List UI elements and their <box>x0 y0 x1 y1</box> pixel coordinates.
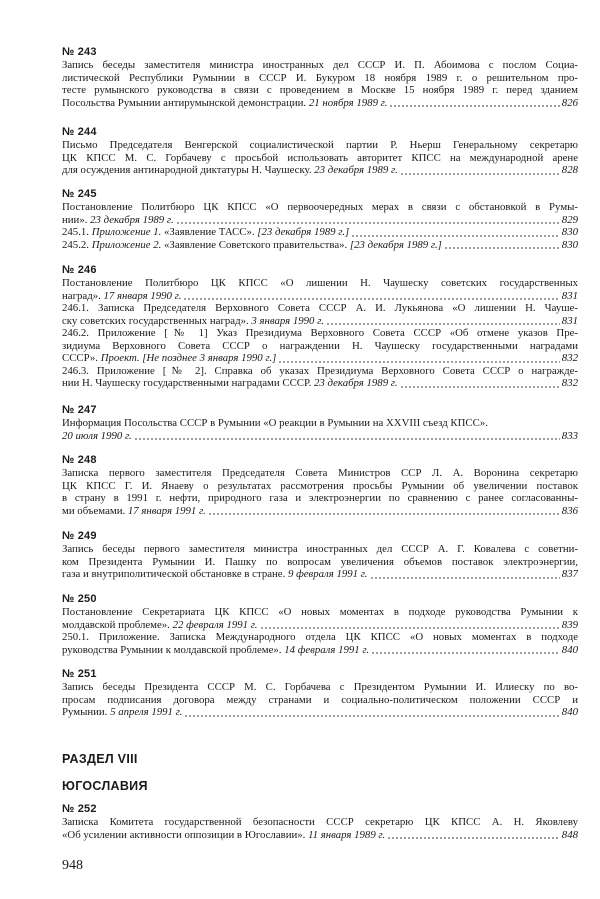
entry-243 <box>62 46 578 109</box>
entry-250 <box>62 593 578 656</box>
entry-245 <box>62 188 578 251</box>
entry-text: Письмо Председателя Венгерской социалистической партии Р. Ньерш Генеральному секретарю <box>62 139 578 151</box>
page-ref: 833 <box>561 429 578 442</box>
entry-number: № 252 <box>62 803 97 815</box>
entry-text: зидиума Верховного Совета СССР о награждении Н. Чаушеску государственными наградами <box>62 339 578 352</box>
page-ref: 840 <box>561 643 578 656</box>
entry-text: Запись беседы заместителя министра иностранных дел СССР И. П. Абоимова с послом Социа- <box>62 59 578 71</box>
page-ref: 832 <box>561 352 578 364</box>
leader-line: наград». 17 января 1990 г. 831 <box>62 289 578 302</box>
page-ref: 840 <box>561 706 578 718</box>
leader-line: «Об усилении активности оппозиции в Югославии». 11 января 1989 г. 848 <box>62 828 578 841</box>
page-ref: 837 <box>561 568 578 580</box>
entry-text: ЦК КПСС Г. И. Янаеву о результатах рассмотрения просьбы Румынии об увеличении поставок <box>62 479 578 492</box>
entry-251 <box>62 668 578 719</box>
page-ref: 831 <box>561 289 578 302</box>
entry-text: Запись беседы Президента СССР М. С. Горбачева с Президентом Румынии И. Илиеску по во- <box>62 681 578 693</box>
entry-number: № 244 <box>62 126 97 138</box>
entry-248 <box>62 454 578 517</box>
entry-text: Записка первого заместителя Председателя Совета Министров ССР Л. А. Воронина секретарю <box>62 467 578 479</box>
entry-number: № 248 <box>62 454 97 466</box>
page-ref: 831 <box>561 314 578 327</box>
entry-text: ком Президента Румынии И. Пашку по вопросам увеличения объемов поставок электроэнергии, <box>62 555 578 568</box>
entry-number: № 250 <box>62 593 97 605</box>
entry-number: № 247 <box>62 404 97 416</box>
page-ref: 826 <box>561 96 578 109</box>
page-ref: 839 <box>561 618 578 631</box>
section-subtitle: ЮГОСЛАВИЯ <box>62 779 148 793</box>
leader-line: для осуждения антинародной диктатуры Н. Чаушеску. 23 декабря 1989 г. 828 <box>62 164 578 176</box>
leader-line: 245.2. Приложение 2. «Заявление Советского правительства». [23 декабря 1989 г.] 830 <box>62 238 578 251</box>
entry-text: ЦК КПСС М. С. Горбачеву с просьбой использовать авторитет КПСС на международной арене <box>62 151 578 164</box>
page-ref: 829 <box>561 213 578 226</box>
page-ref: 848 <box>561 828 578 841</box>
page-ref: 836 <box>561 504 578 517</box>
leader-line: молдавской проблеме». 22 февраля 1991 г. 839 <box>62 618 578 631</box>
leader-line: нии Н. Чаушеску государственными наградами СССР. 23 декабря 1989 г. 832 <box>62 377 578 389</box>
entry-text: Постановление Политбюро ЦК КПСС «О лишении Н. Чаушеску советских государственных <box>62 277 578 289</box>
entry-text: 246.1. Записка Председателя Верховного Совета СССР А. И. Лукьянова «О лишении Н. Чауше- <box>62 302 578 314</box>
section-title: РАЗДЕЛ VIII <box>62 752 138 766</box>
entry-text: просам подписания договора между странами и социально-политическом положении СССР и <box>62 693 578 706</box>
entry-number: № 251 <box>62 668 97 680</box>
leader-line: нии». 23 декабря 1989 г. 829 <box>62 213 578 226</box>
entry-text: в страну в 1991 г. нефти, природного газа и электроэнергии по сравнению с ранее согласованны- <box>62 492 578 504</box>
leader-line: Румынии. 5 апреля 1991 г. 840 <box>62 706 578 718</box>
entry-number: № 245 <box>62 188 97 200</box>
entry-text: листической Республики Румынии в СССР И. Букуром 18 ноября 1989 г. о решительном про- <box>62 71 578 84</box>
entry-244 <box>62 126 578 177</box>
leader-line: СССР». Проект. [Не позднее 3 января 1990 г.] 832 <box>62 352 578 364</box>
entry-249 <box>62 530 578 581</box>
entry-252 <box>62 803 578 841</box>
leader-line: Посольства Румынии антирумынской демонстрации. 21 ноября 1989 г. 826 <box>62 96 578 109</box>
entry-text: 246.2. Приложение [№ 1] Указ Президиума Верховного Совета СССР «Об отмене указов Пре- <box>62 327 578 339</box>
entry-number: № 246 <box>62 264 97 276</box>
page-number: 948 <box>62 858 83 873</box>
entry-text: Записка Комитета государственной безопасности СССР секретарю ЦК КПСС А. Н. Яковлеву <box>62 816 578 828</box>
leader-line: руководства Румынии к молдавской проблеме». 14 февраля 1991 г. 840 <box>62 643 578 656</box>
entry-text: Запись беседы первого заместителя министра иностранных дел СССР А. Г. Ковалева с советни- <box>62 543 578 555</box>
entry-number: № 243 <box>62 46 97 58</box>
page-ref: 830 <box>561 226 578 238</box>
entry-text: 250.1. Приложение. Записка Международного отдела ЦК КПСС «О новых моментах в подходе <box>62 631 578 643</box>
entry-text: Информация Посольства СССР в Румынии «О реакции в Румынии на XXVIII съезд КПСС». <box>62 417 488 429</box>
page-ref: 830 <box>561 238 578 251</box>
entry-text: Постановление Секретариата ЦК КПСС «О новых моментах в подходе руководства Румынии к <box>62 606 578 618</box>
leader-line: 20 июля 1990 г. 833 <box>62 429 578 442</box>
entry-text: 246.3. Приложение [№ 2]. Справка об указах Президиума Верховного Совета СССР о награжде- <box>62 364 578 377</box>
entry-text: тесте румынского руководства в связи с проведением в Москве 15 ноября 1989 г. перед зданием <box>62 84 578 96</box>
leader-line: ми объемами. 17 января 1991 г. 836 <box>62 504 578 517</box>
leader-line: ску советских государственных наград». 3 января 1990 г. 831 <box>62 314 578 327</box>
page-ref: 828 <box>561 164 578 176</box>
leader-line: газа и внутриполитической обстановке в стране. 9 февраля 1991 г. 837 <box>62 568 578 580</box>
entry-247 <box>62 404 578 442</box>
entry-number: № 249 <box>62 530 97 542</box>
entry-246 <box>62 264 578 390</box>
page-ref: 832 <box>561 377 578 389</box>
leader-line: 245.1. Приложение 1. «Заявление ТАСС». [23 декабря 1989 г.] 830 <box>62 226 578 238</box>
entry-text: Постановление Политбюро ЦК КПСС «О первоочередных мерах в связи с обстановкой в Румы- <box>62 201 578 213</box>
